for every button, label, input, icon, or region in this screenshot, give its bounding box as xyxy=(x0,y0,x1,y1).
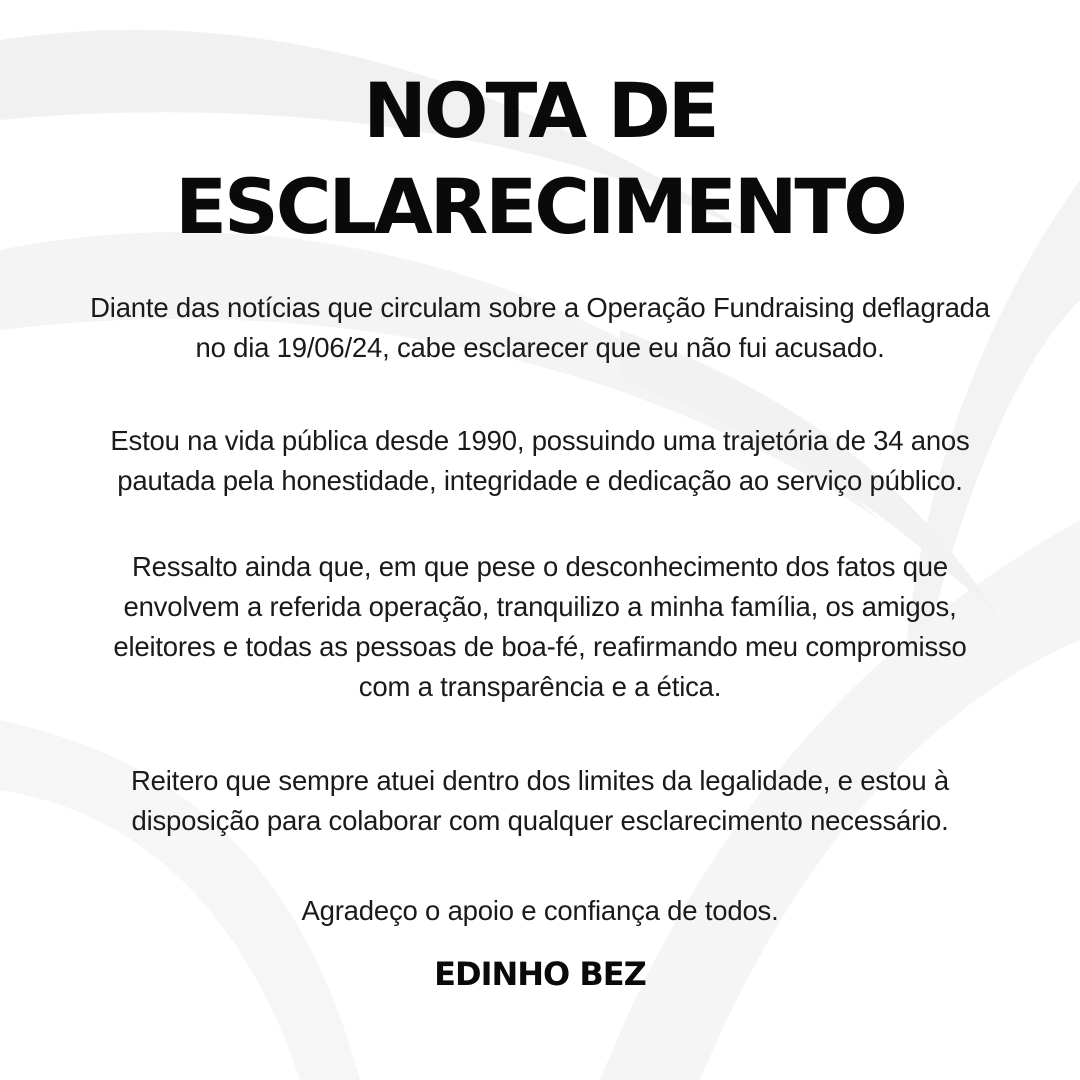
paragraph-line: com a transparência e a ética. xyxy=(358,671,722,702)
paragraph-line: pautada pela honestidade, integridade e dedicação ao serviço público. xyxy=(117,465,963,496)
paragraph-line: disposição para colaborar com qualquer esclarecimento necessário. xyxy=(131,805,949,836)
paragraph-operation-news xyxy=(40,288,1040,368)
paragraph-line: eleitores e todas as pessoas de boa-fé, reafirmando meu compromisso xyxy=(113,631,967,662)
paragraph-line: Agradeço o apoio e confiança de todos. xyxy=(301,895,779,926)
signature-name: EDINHO BEZ xyxy=(434,955,646,993)
paragraph-legality xyxy=(40,761,1040,841)
paragraph-line: Estou na vida pública desde 1990, possuindo uma trajetória de 34 anos xyxy=(110,425,970,456)
paragraph-public-career xyxy=(40,421,1040,501)
paragraph-line: Ressalto ainda que, em que pese o desconhecimento dos fatos que xyxy=(131,551,948,582)
paragraph-line: envolvem a referida operação, tranquilizo a minha família, os amigos, xyxy=(123,591,957,622)
paragraph-reassurance xyxy=(40,547,1040,707)
note-title-line-1: NOTA DE xyxy=(363,66,717,155)
paragraph-line: no dia 19/06/24, cabe esclarecer que eu não fui acusado. xyxy=(195,332,885,363)
paragraph-line: Reitero que sempre atuei dentro dos limites da legalidade, e estou à xyxy=(130,765,950,796)
paragraph-thanks xyxy=(40,891,1040,931)
note-title-line-2: ESCLARECIMENTO xyxy=(175,162,905,251)
paragraph-line: Diante das notícias que circulam sobre a Operação Fundraising deflagrada xyxy=(90,292,990,323)
